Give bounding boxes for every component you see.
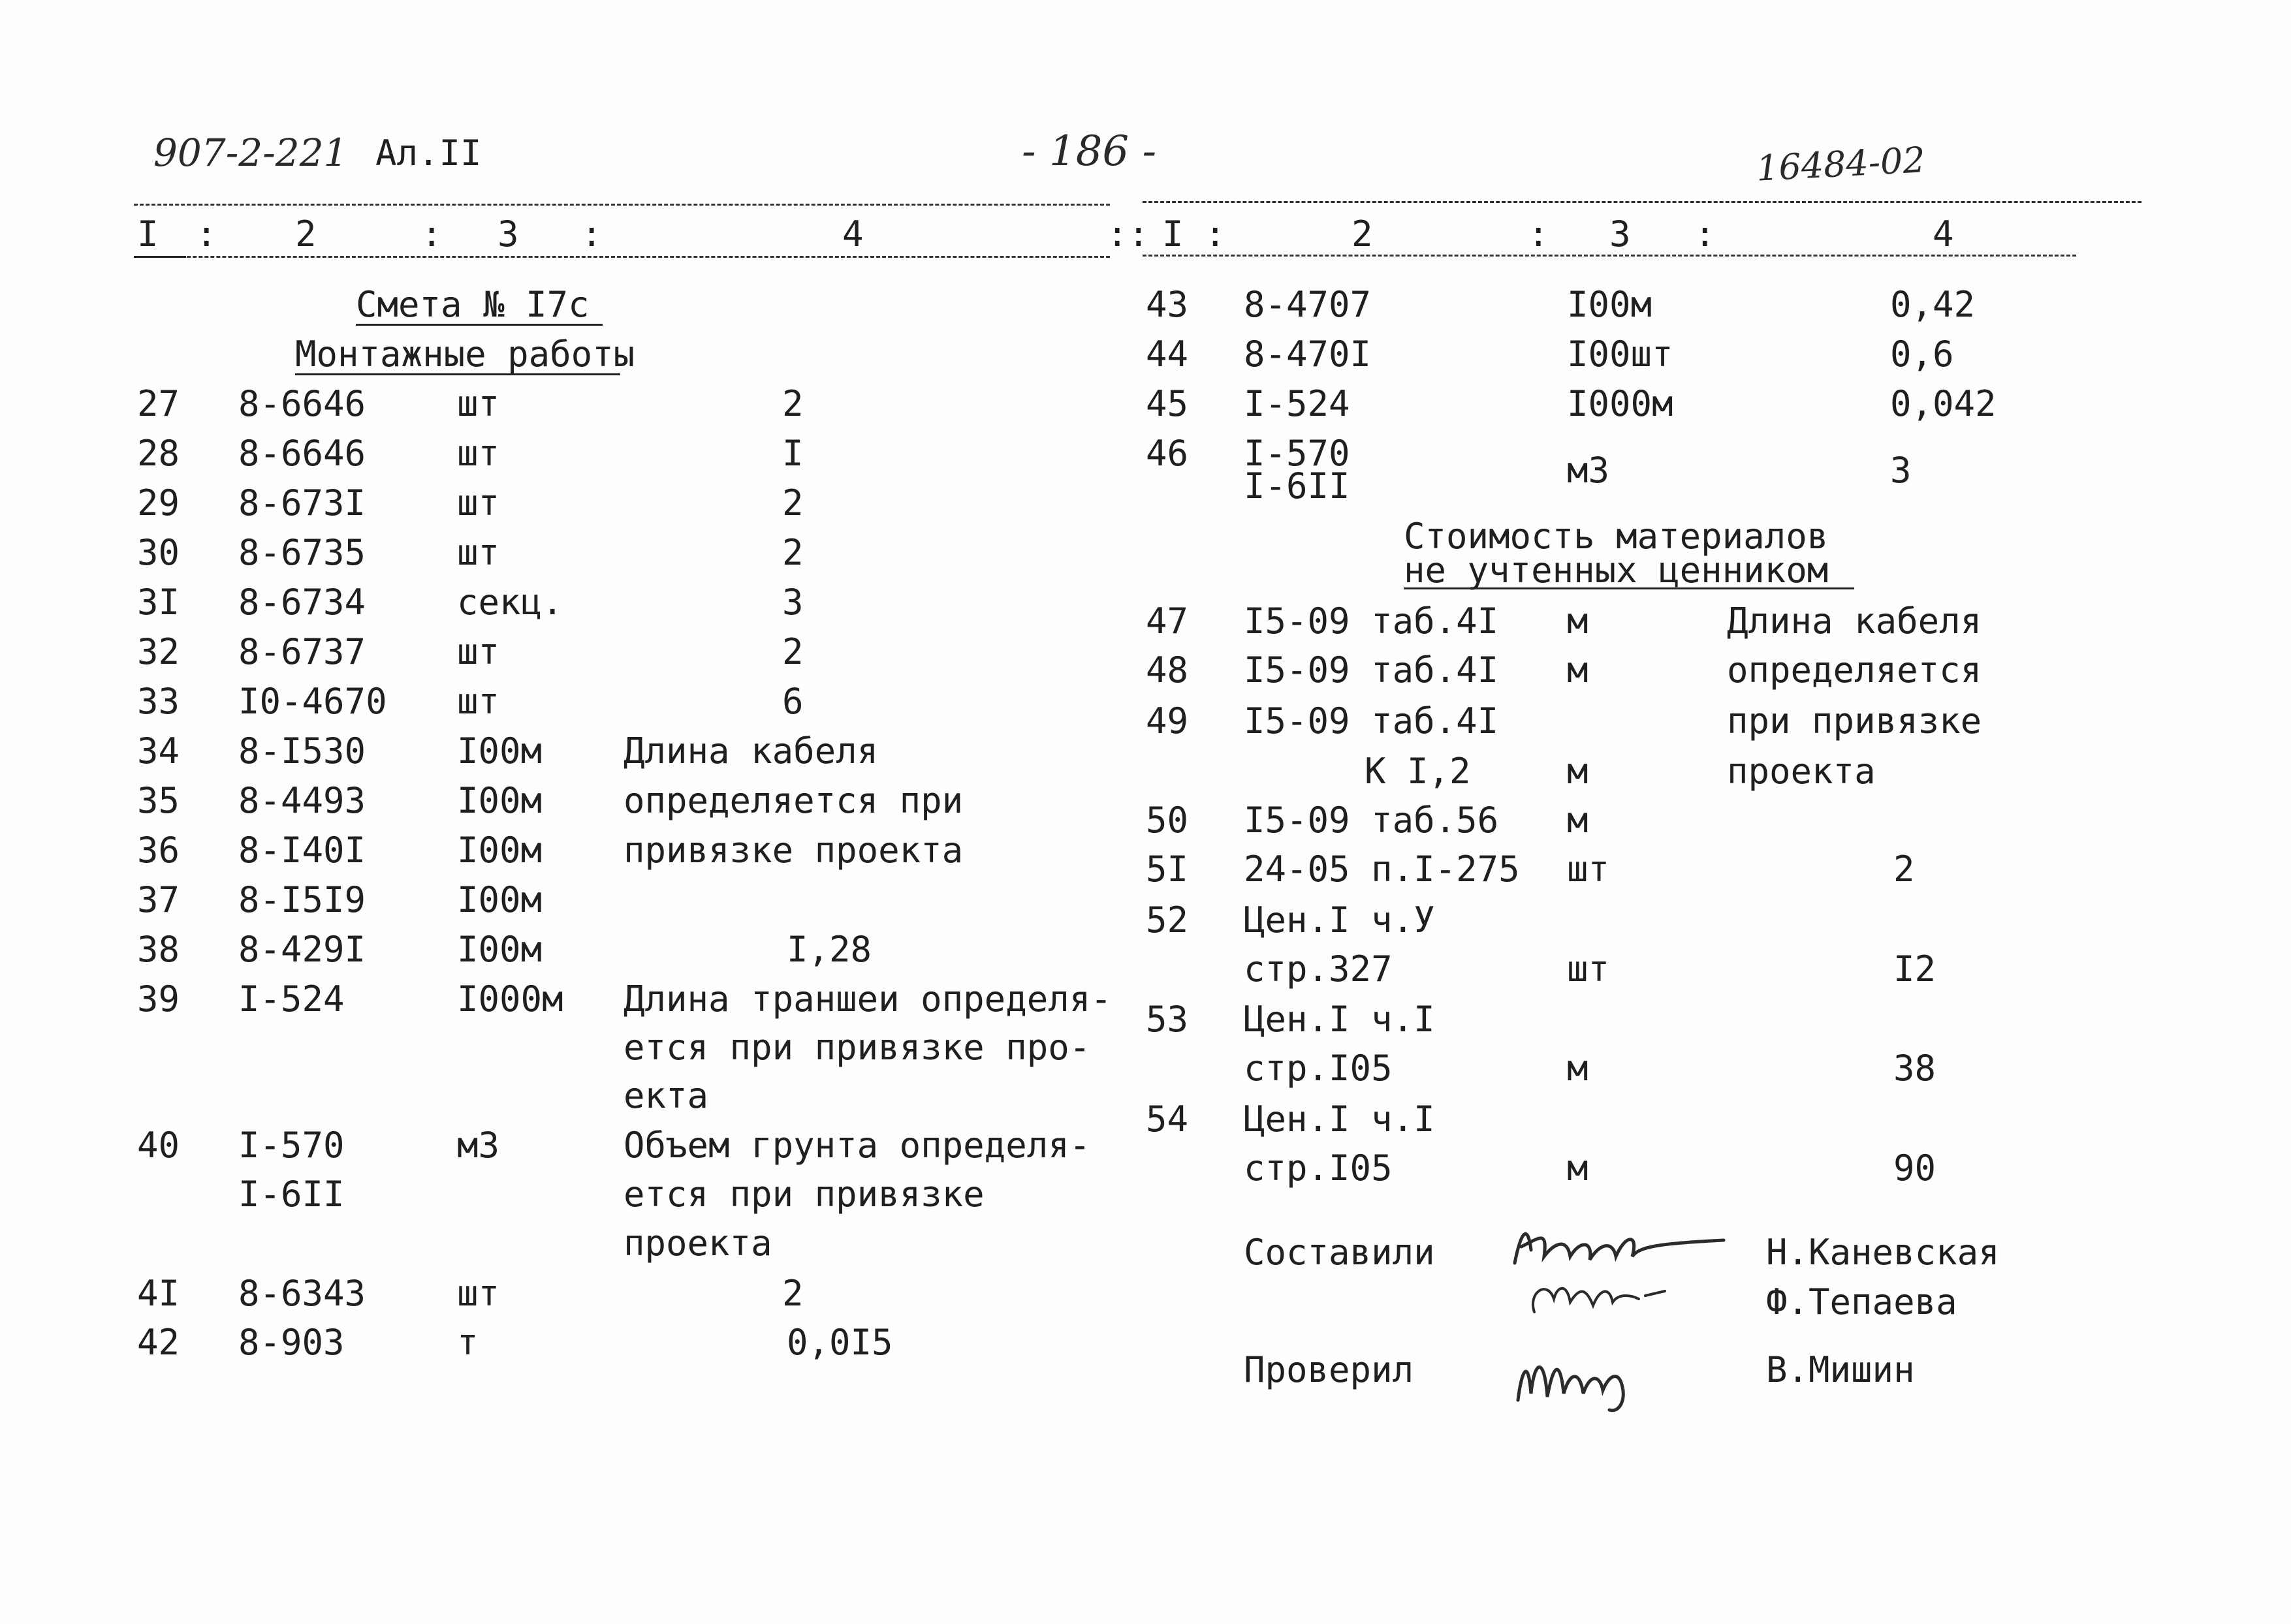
right-row-qty: 0,6 <box>1890 334 1954 375</box>
right-row-number: 43 <box>1146 284 1189 325</box>
left-row-note: 2 <box>782 1273 804 1314</box>
left-row-code: 8-4493 <box>238 780 366 821</box>
left-row-note: Длина кабеля <box>624 730 879 772</box>
right-row-unit: м <box>1567 1048 1588 1089</box>
section-title: Монтажные работы <box>295 334 635 375</box>
right-row-unit: м <box>1567 1148 1588 1189</box>
right-row-code: Цен.I ч.I <box>1244 999 1435 1040</box>
left-row-unit: I00м <box>457 780 543 821</box>
right-row-unit: м <box>1567 800 1588 841</box>
left-row-code: 8-6343 <box>238 1273 366 1314</box>
column-header-cell: 2 <box>1351 213 1373 255</box>
left-row-unit: шт <box>457 383 500 424</box>
left-row-code: I-524 <box>238 978 345 1020</box>
header-rule-bottom-left <box>134 256 1110 258</box>
left-row-code: 8-I40I <box>238 830 366 871</box>
materials-heading-line1: Стоимость материалов <box>1404 516 1829 557</box>
left-row-note: 3 <box>782 582 804 623</box>
header-rule-bottom-right <box>1143 255 2076 257</box>
section-title-underline <box>295 373 620 375</box>
right-row-unit: I00м <box>1567 284 1652 325</box>
right-row-number: 49 <box>1146 700 1189 742</box>
left-row-unit: м3 <box>457 1125 500 1166</box>
right-row-code: I5-09 таб.4I <box>1244 601 1499 642</box>
column-header-separator: : <box>196 213 217 255</box>
left-row-number: 42 <box>137 1322 180 1363</box>
column-header-double-separator: :: <box>1107 213 1150 255</box>
right-row-number: 46 <box>1146 433 1189 474</box>
left-row-note: Длина траншеи определя- <box>624 978 1112 1020</box>
left-row-code: 8-6734 <box>238 582 366 623</box>
left-row-number: 27 <box>137 383 180 424</box>
left-row-note: ется при привязке про- <box>624 1027 1091 1068</box>
materials-heading-line2: не учтенных ценником <box>1404 550 1829 591</box>
checker-name: В.Мишин <box>1766 1349 1915 1390</box>
right-row-code: I-570 <box>1244 433 1350 474</box>
header-rule-top-left <box>134 204 1110 206</box>
left-row-note: I <box>782 433 804 474</box>
right-row-note: 2 <box>1893 849 1915 890</box>
right-row-unit: м <box>1567 649 1588 691</box>
left-row-code: 8-6735 <box>238 532 366 573</box>
right-row-unit: м3 <box>1567 450 1610 491</box>
left-row-note: 2 <box>782 532 804 573</box>
column-header-separator: : <box>421 213 443 255</box>
right-row-code: I5-09 таб.56 <box>1244 800 1499 841</box>
right-row-unit: м <box>1567 751 1588 792</box>
column-header-separator: : <box>581 213 603 255</box>
column-header-cell: I <box>137 213 159 255</box>
right-row-note: проекта <box>1727 751 1876 792</box>
right-row-number: 48 <box>1146 649 1189 691</box>
left-row-number: 40 <box>137 1125 180 1166</box>
header-rule-top-right <box>1143 201 2141 203</box>
left-row-code: 8-903 <box>238 1322 345 1363</box>
left-row-note: Объем грунта определя- <box>624 1125 1091 1166</box>
left-row-note: 2 <box>782 482 804 523</box>
left-row-note: I,28 <box>787 929 872 970</box>
right-row-number: 47 <box>1146 601 1189 642</box>
checked-label: Проверил <box>1244 1349 1414 1390</box>
compiler-name-1: Н.Каневская <box>1766 1232 2000 1273</box>
right-row-unit: шт <box>1567 948 1610 990</box>
left-row-number: 4I <box>137 1273 180 1314</box>
left-row-number: 37 <box>137 879 180 920</box>
column-header-cell: I <box>1162 213 1184 255</box>
left-row-number: 3I <box>137 582 180 623</box>
left-row-number: 32 <box>137 631 180 672</box>
album-number: Ал.II <box>375 133 482 174</box>
right-row-code: I5-09 таб.4I <box>1244 700 1499 742</box>
right-row-number: 53 <box>1146 999 1189 1040</box>
right-row-code: стр.I05 <box>1244 1048 1393 1089</box>
left-row-number: 34 <box>137 730 180 772</box>
materials-heading-underline <box>1404 587 1854 589</box>
column-header-separator: : <box>1528 213 1549 255</box>
left-row-note: 6 <box>782 681 804 722</box>
left-row-unit: шт <box>457 482 500 523</box>
right-row-qty: 3 <box>1890 450 1912 491</box>
left-row-note: ется при привязке <box>624 1174 985 1215</box>
right-row-unit: м <box>1567 601 1588 642</box>
column-header-cell: 4 <box>842 213 864 255</box>
left-row-code: 8-429I <box>238 929 366 970</box>
left-row-number: 30 <box>137 532 180 573</box>
left-row-unit: шт <box>457 433 500 474</box>
left-row-code: 8-6737 <box>238 631 366 672</box>
left-row-unit: т <box>457 1322 479 1363</box>
left-row-number: 39 <box>137 978 180 1020</box>
left-row-code: 8-I5I9 <box>238 879 366 920</box>
right-row-code: I-524 <box>1244 383 1350 424</box>
left-row-unit: шт <box>457 1273 500 1314</box>
left-row-number: 28 <box>137 433 180 474</box>
left-row-unit: I00м <box>457 830 543 871</box>
left-row-number: 29 <box>137 482 180 523</box>
left-row-unit: I00м <box>457 929 543 970</box>
left-row-unit: шт <box>457 681 500 722</box>
left-row-code: 8-6646 <box>238 383 366 424</box>
right-row-number: 45 <box>1146 383 1189 424</box>
right-row-number: 44 <box>1146 334 1189 375</box>
inventory-number: 16484-02 <box>1755 139 1927 189</box>
right-row-code: 8-470I <box>1244 334 1372 375</box>
compiled-label: Составили <box>1244 1232 1435 1273</box>
right-row-code: Цен.I ч.У <box>1244 899 1435 941</box>
column-header-cell: 2 <box>295 213 317 255</box>
right-row-unit: шт <box>1567 849 1610 890</box>
right-row-code: 8-4707 <box>1244 284 1372 325</box>
doc-code: 907-2-221 <box>153 131 348 175</box>
estimate-title-underline <box>356 324 603 326</box>
left-row-number: 33 <box>137 681 180 722</box>
left-row-number: 36 <box>137 830 180 871</box>
column-header-cell: 3 <box>1609 213 1631 255</box>
left-row-note: 2 <box>782 631 804 672</box>
left-row-code: I-6II <box>238 1174 345 1215</box>
page-number: - 186 - <box>1022 127 1157 176</box>
left-row-unit: секц. <box>457 582 563 623</box>
left-row-note: определяется при <box>624 780 964 821</box>
right-row-qty: 0,42 <box>1890 284 1976 325</box>
signature-mishin <box>1508 1335 1658 1420</box>
right-row-code: К I,2 <box>1365 751 1471 792</box>
signature-tepaeva <box>1521 1273 1678 1325</box>
right-row-number: 54 <box>1146 1099 1189 1140</box>
right-row-note: Длина кабеля <box>1727 601 1982 642</box>
left-row-number: 38 <box>137 929 180 970</box>
column-header-cell: 3 <box>498 213 519 255</box>
right-row-note: при привязке <box>1727 700 1982 742</box>
column-header-cell: 4 <box>1933 213 1954 255</box>
right-row-unit: I000м <box>1567 383 1673 424</box>
right-row-number: 5I <box>1146 849 1189 890</box>
right-row-note: I2 <box>1893 948 1936 990</box>
signature-kanevskaya <box>1508 1211 1730 1283</box>
left-row-note: 0,0I5 <box>787 1322 893 1363</box>
right-row-note: 90 <box>1893 1148 1936 1189</box>
right-row-code: I5-09 таб.4I <box>1244 649 1499 691</box>
compiler-name-2: Ф.Тепаева <box>1766 1281 1957 1322</box>
left-row-unit: I000м <box>457 978 563 1020</box>
left-row-note: 2 <box>782 383 804 424</box>
left-row-code: I0-4670 <box>238 681 387 722</box>
left-row-note: привязке проекта <box>624 830 964 871</box>
left-row-unit: шт <box>457 532 500 573</box>
right-row-qty: 0,042 <box>1890 383 1997 424</box>
right-row-unit: I00шт <box>1567 334 1673 375</box>
right-row-code: 24-05 п.I-275 <box>1244 849 1520 890</box>
right-row-code: I-6II <box>1244 465 1350 507</box>
col-underline <box>134 256 186 258</box>
left-row-unit: I00м <box>457 730 543 772</box>
right-row-number: 52 <box>1146 899 1189 941</box>
column-header-separator: : <box>1694 213 1716 255</box>
right-row-note: определяется <box>1727 649 1982 691</box>
left-row-code: 8-I530 <box>238 730 366 772</box>
left-row-code: 8-673I <box>238 482 366 523</box>
right-row-note: 38 <box>1893 1048 1936 1089</box>
left-row-code: 8-6646 <box>238 433 366 474</box>
left-row-note: проекта <box>624 1223 772 1264</box>
right-row-code: стр.I05 <box>1244 1148 1393 1189</box>
estimate-title: Смета № I7с <box>356 284 590 325</box>
left-row-unit: шт <box>457 631 500 672</box>
left-row-note: екта <box>624 1075 709 1116</box>
right-row-code: Цен.I ч.I <box>1244 1099 1435 1140</box>
column-header-separator: : <box>1205 213 1226 255</box>
right-row-number: 50 <box>1146 800 1189 841</box>
left-row-code: I-570 <box>238 1125 345 1166</box>
left-row-unit: I00м <box>457 879 543 920</box>
left-row-number: 35 <box>137 780 180 821</box>
right-row-code: стр.327 <box>1244 948 1393 990</box>
